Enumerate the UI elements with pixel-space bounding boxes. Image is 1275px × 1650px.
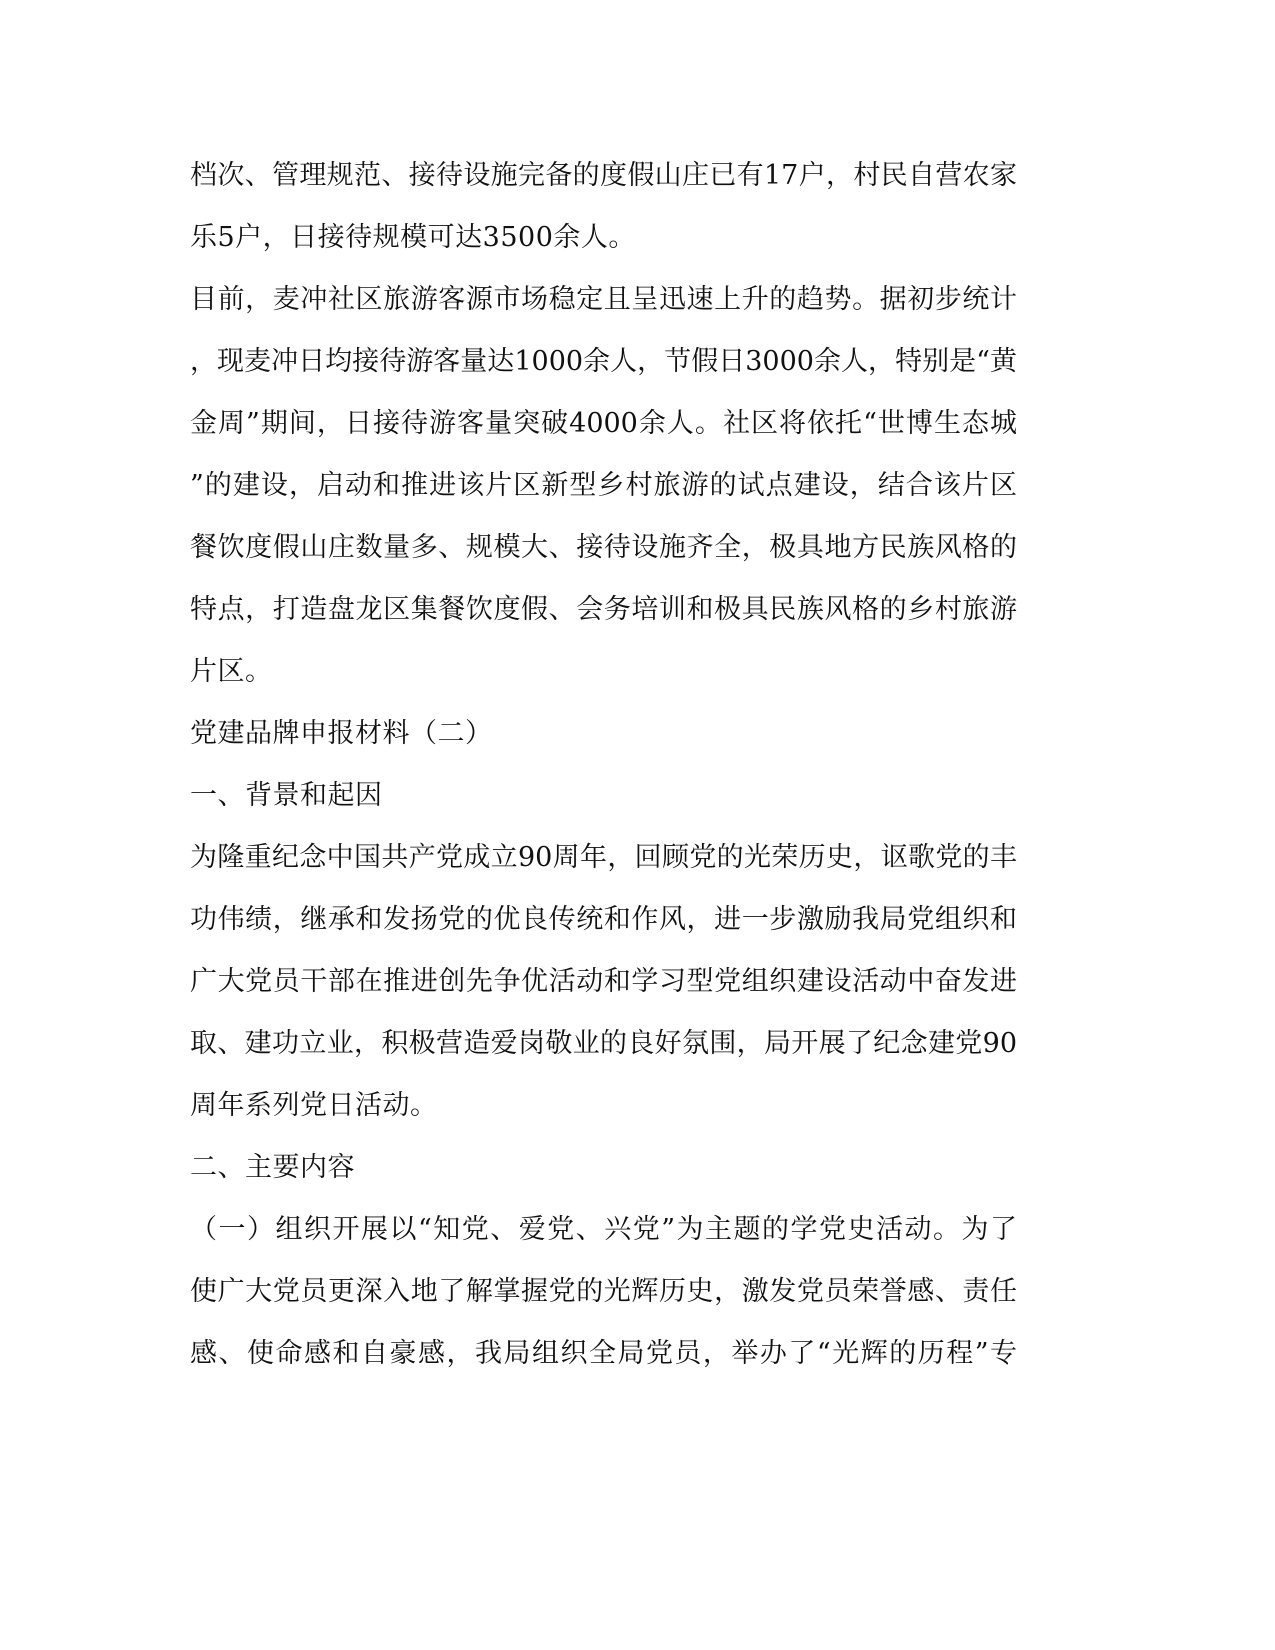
text-line: 特点，打造盘龙区集餐饮度假、会务培训和极具民族风格的乡村旅游: [190, 594, 1017, 625]
text-line: （一）组织开展以“知党、爱党、兴党”为主题的学党史活动。为了: [190, 1214, 1017, 1245]
text-line: 取、建功立业，积极营造爱岗敬业的良好氛围，局开展了纪念建党90: [190, 1028, 1017, 1059]
text-line: ”的建设，启动和推进该片区新型乡村旅游的试点建设，结合该片区: [190, 470, 1017, 501]
text-line: 片区。: [190, 656, 273, 687]
text-line: 为隆重纪念中国共产党成立90周年，回顾党的光荣历史，讴歌党的丰: [190, 842, 1017, 873]
text-line: 感、使命感和自豪感，我局组织全局党员，举办了“光辉的历程”专: [190, 1338, 1017, 1369]
text-line: 乐5户，日接待规模可达3500余人。: [190, 222, 636, 253]
section-heading: 一、背景和起因: [190, 780, 383, 811]
text-line: 档次、管理规范、接待设施完备的度假山庄已有17户，村民自营农家: [190, 160, 1017, 191]
text-line: 餐饮度假山庄数量多、规模大、接待设施齐全，极具地方民族风格的: [190, 532, 1017, 563]
text-line: 广大党员干部在推进创先争优活动和学习型党组织建设活动中奋发进: [190, 966, 1017, 997]
section-heading: 二、主要内容: [190, 1152, 355, 1183]
text-line: 功伟绩，继承和发扬党的优良传统和作风，进一步激励我局党组织和: [190, 904, 1017, 935]
text-line: 目前，麦冲社区旅游客源市场稳定且呈迅速上升的趋势。据初步统计: [190, 284, 1017, 315]
text-line: 周年系列党日活动。: [190, 1090, 438, 1121]
section-title: 党建品牌申报材料（二）: [190, 718, 493, 749]
text-line: ，现麦冲日均接待游客量达1000余人，节假日3000余人，特别是“黄: [190, 346, 1017, 377]
text-line: 金周”期间，日接待游客量突破4000余人。社区将依托“世博生态城: [190, 408, 1017, 439]
text-line: 使广大党员更深入地了解掌握党的光辉历史，激发党员荣誉感、责任: [190, 1276, 1017, 1307]
